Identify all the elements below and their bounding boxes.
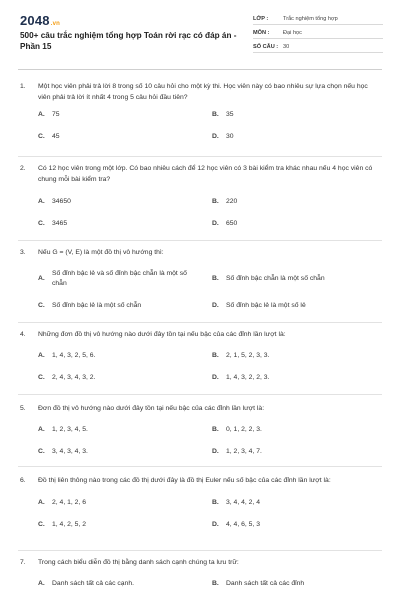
option-c[interactable] <box>38 301 198 311</box>
option-a[interactable] <box>38 351 198 361</box>
option-text: 2, 1, 5, 2, 3, 3. <box>226 352 270 359</box>
document-title: 500+ câu trắc nghiệm tổng hợp Toán rời rạc có đáp án - Phần 15 <box>20 31 237 51</box>
question-5 <box>20 403 380 455</box>
option-text: 650 <box>226 220 238 227</box>
option-text: 3, 4, 4, 2, 4 <box>226 499 261 506</box>
header-divider <box>18 69 382 70</box>
option-d[interactable] <box>212 301 380 311</box>
option-text: 75 <box>52 111 60 118</box>
option-letter: A. <box>38 352 45 359</box>
option-text: 35 <box>226 111 234 118</box>
option-letter: C. <box>38 521 45 528</box>
option-letter: D. <box>212 374 219 381</box>
question-6 <box>20 475 380 528</box>
option-b[interactable] <box>212 110 372 120</box>
document-header <box>0 0 400 64</box>
option-text: 1, 2, 3, 4, 7. <box>226 448 262 455</box>
question-number: 2. <box>20 165 26 172</box>
question-body: Một học viên phải trả lời 8 trong số 10 câu hỏi cho một kỳ thi. Học viên này có bao nhiêu sự lựa chọn nếu học viên phải trả lời ít nhất 4 trong 5 câu hỏi đầu tiên? <box>38 83 368 101</box>
option-a[interactable] <box>38 110 198 120</box>
option-letter: B. <box>212 198 219 205</box>
option-b[interactable] <box>212 579 372 589</box>
option-text: 1, 2, 3, 4, 5. <box>52 426 88 433</box>
option-c[interactable] <box>38 373 198 383</box>
option-text: Số đỉnh bậc lẻ và số đỉnh bậc chẵn là một số chẵn <box>52 270 187 287</box>
question-number: 3. <box>20 249 26 256</box>
meta-label: LỚP : <box>253 16 269 22</box>
question-divider <box>18 466 382 467</box>
meta-table <box>253 12 383 54</box>
option-c[interactable] <box>38 132 198 142</box>
question-body: Đơn đồ thị vô hướng nào dưới đây tồn tại nếu bậc của các đỉnh lần lượt là: <box>38 405 265 412</box>
question-7 <box>20 557 380 587</box>
question-divider <box>18 550 382 551</box>
logo-domain: .vn <box>50 21 61 27</box>
option-text: 1, 4, 3, 2, 5, 6. <box>52 352 96 359</box>
option-text: 2, 4, 3, 4, 3, 2. <box>52 374 96 381</box>
option-letter: D. <box>212 521 219 528</box>
option-letter: B. <box>212 499 219 506</box>
option-c[interactable] <box>38 219 198 229</box>
option-letter: A. <box>38 198 45 205</box>
option-text: 3465 <box>52 220 68 227</box>
option-letter: A. <box>38 111 45 118</box>
meta-row-class <box>253 12 383 25</box>
question-text <box>20 163 380 185</box>
option-letter: B. <box>212 352 219 359</box>
question-2 <box>20 163 380 227</box>
question-number: 1. <box>20 83 26 90</box>
question-divider <box>18 322 382 323</box>
question-number: 7. <box>20 559 26 566</box>
question-body: Những đơn đồ thị vô hướng nào dưới đây tồn tại nếu bậc của các đỉnh lần lượt là: <box>38 331 286 338</box>
question-body: Trong cách biểu diễn đồ thị bằng danh sách cạnh chúng ta lưu trữ: <box>38 559 239 566</box>
question-text <box>20 403 380 414</box>
option-letter: B. <box>212 580 219 587</box>
question-number: 5. <box>20 405 26 412</box>
question-number: 4. <box>20 331 26 338</box>
option-text: 2, 4, 1, 2, 6 <box>52 499 87 506</box>
option-text: Danh sách tất cả các cạnh. <box>52 580 134 587</box>
question-3 <box>20 247 380 309</box>
option-b[interactable] <box>212 197 372 207</box>
meta-row-subject <box>253 26 383 39</box>
option-letter: B. <box>212 426 219 433</box>
option-letter: C. <box>38 448 45 455</box>
option-a[interactable] <box>38 425 198 435</box>
question-4 <box>20 329 380 381</box>
question-text <box>20 81 380 103</box>
question-1 <box>20 81 380 140</box>
question-body: Đồ thị liên thông nào trong các đồ thị dưới đây là đồ thị Euler nếu số bậc của các đỉnh lần lượt là: <box>38 477 331 484</box>
meta-row-count <box>253 40 383 53</box>
question-text <box>20 329 380 340</box>
option-text: 30 <box>226 133 234 140</box>
option-letter: D. <box>212 133 219 140</box>
question-number: 6. <box>20 477 26 484</box>
option-letter: D. <box>212 448 219 455</box>
option-text: Số đỉnh bậc lẻ là một số chẵn <box>52 302 142 309</box>
question-body: Nếu G = (V, E) là một đồ thị vô hướng thì: <box>38 249 164 256</box>
option-a[interactable] <box>38 197 198 207</box>
option-letter: C. <box>38 220 45 227</box>
option-letter: D. <box>212 302 219 309</box>
meta-value: Trắc nghiệm tổng hợp <box>283 16 338 22</box>
option-a[interactable] <box>38 498 198 508</box>
question-divider <box>18 394 382 395</box>
option-text: 4, 4, 6, 5, 3 <box>226 521 261 528</box>
option-letter: A. <box>38 275 45 282</box>
option-letter: C. <box>38 374 45 381</box>
option-letter: A. <box>38 580 45 587</box>
question-text <box>20 475 380 486</box>
option-text: 34650 <box>52 198 71 205</box>
option-letter: D. <box>212 220 219 227</box>
logo-main: 2048 <box>20 13 50 28</box>
question-body: Có 12 học viên trong một lớp. Có bao nhiêu cách để 12 học viên có 3 bài kiểm tra khác nhau nếu 4 học viên có chung mỗi bài kiểm tra? <box>38 165 373 183</box>
meta-label: SỐ CÂU : <box>253 44 279 50</box>
option-text: 45 <box>52 133 60 140</box>
option-text: 0, 1, 2, 2, 3. <box>226 426 262 433</box>
option-letter: A. <box>38 499 45 506</box>
question-divider <box>18 240 382 241</box>
option-a[interactable] <box>38 579 198 589</box>
question-text <box>20 247 380 258</box>
option-text: 220 <box>226 198 238 205</box>
option-b[interactable] <box>212 274 380 284</box>
option-letter: C. <box>38 133 45 140</box>
meta-value: Đại học <box>283 30 302 36</box>
option-letter: B. <box>212 111 219 118</box>
option-text: Số đỉnh bậc chẵn là một số chẵn <box>226 275 325 282</box>
option-c[interactable] <box>38 447 198 457</box>
option-b[interactable] <box>212 498 372 508</box>
option-text: Số đỉnh bậc lẻ là một số lẻ <box>226 302 306 309</box>
option-b[interactable] <box>212 351 372 361</box>
meta-label: MÔN : <box>253 30 270 36</box>
question-divider <box>18 156 382 157</box>
option-b[interactable] <box>212 425 372 435</box>
question-text <box>20 557 380 568</box>
option-text: 1, 4, 2, 5, 2 <box>52 521 87 528</box>
option-d[interactable] <box>212 447 372 457</box>
meta-value: 30 <box>283 44 290 50</box>
option-d[interactable] <box>212 373 372 383</box>
option-letter: B. <box>212 275 219 282</box>
option-a[interactable] <box>38 269 198 289</box>
option-c[interactable] <box>38 520 198 530</box>
option-d[interactable] <box>212 219 372 229</box>
option-letter: A. <box>38 426 45 433</box>
option-d[interactable] <box>212 520 372 530</box>
option-letter: C. <box>38 302 45 309</box>
option-text: 1, 4, 3, 2, 2, 3. <box>226 374 270 381</box>
site-logo[interactable] <box>20 13 60 28</box>
option-d[interactable] <box>212 132 372 142</box>
option-text: Danh sách tất cả các đỉnh <box>226 580 305 587</box>
option-text: 3, 4, 3, 4, 3. <box>52 448 88 455</box>
